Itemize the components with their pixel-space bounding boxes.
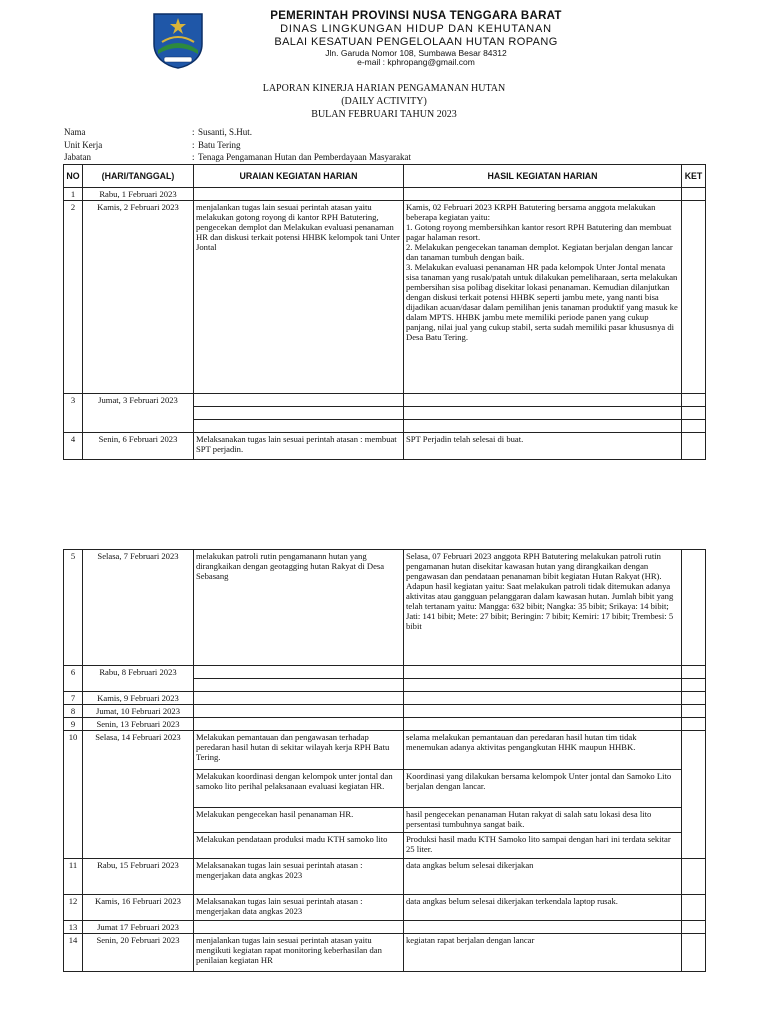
row-date: Jumat 17 Februari 2023 <box>83 921 194 934</box>
table-row <box>64 666 706 679</box>
row-result: data angkas belum selesai dikerjakan <box>404 859 682 895</box>
table-row <box>64 550 706 666</box>
header-result: HASIL KEGIATAN HARIAN <box>404 165 682 188</box>
row-no: 2 <box>64 201 83 394</box>
row-note <box>682 731 706 859</box>
row-result: SPT Perjadin telah selesai di buat. <box>404 433 682 460</box>
identity-row-unit: Unit Kerja : Batu Tering <box>64 139 241 150</box>
row-result <box>404 666 682 679</box>
row-result: Koordinasi yang dilakukan bersama kelompok Unter jontal dan Samoko Lito berjalan dengan lancar. <box>404 770 682 808</box>
letterhead-address: Jln. Garuda Nomor 108, Sumbawa Besar 84312 <box>325 47 507 58</box>
report-title-line3: BULAN FEBRUARI TAHUN 2023 <box>311 109 457 120</box>
identity-row-position: Jabatan : Tenaga Pengamanan Hutan dan Pemberdayaan Masyarakat <box>64 152 412 163</box>
letterhead-office: BALAI KESATUAN PENGELOLAAN HUTAN ROPANG <box>274 35 558 48</box>
row-date: Senin, 6 Februari 2023 <box>83 433 194 460</box>
row-activity: menjalankan tugas lain sesuai perintah atasan yaitu mengikuti kegiatan rapat monitoring keberhasilan dan penilaian kegiatan HR <box>194 934 404 972</box>
row-result <box>404 394 682 407</box>
header-no: NO <box>64 165 83 188</box>
row-activity: Melaksanakan tugas lain sesuai perintah atasan : mengerjakan data angkas 2023 <box>194 859 404 895</box>
row-no: 5 <box>64 550 83 666</box>
table-row <box>64 895 706 921</box>
identity-block <box>64 126 411 164</box>
header-date: (HARI/TANGGAL) <box>83 165 194 188</box>
row-date: Selasa, 7 Februari 2023 <box>83 550 194 666</box>
row-note <box>682 188 706 201</box>
letterhead-government: PEMERINTAH PROVINSI NUSA TENGGARA BARAT <box>270 10 562 22</box>
row-note <box>682 666 706 679</box>
identity-value: Susanti, S.Hut. <box>198 127 253 137</box>
report-title-line2: (DAILY ACTIVITY) <box>341 96 427 107</box>
table-row <box>64 859 706 895</box>
report-title <box>0 82 768 121</box>
table-row <box>64 201 706 394</box>
row-activity: menjalankan tugas lain sesuai perintah atasan yaitu melakukan gotong royong di kantor RPH Batutering, pengecekan demplot dan Melakukan evaluasi penanaman HR dan diskusi terkait potensi HHBK kelompok tani Unter Jontal <box>194 201 404 394</box>
row-result: Selasa, 07 Februari 2023 anggota RPH Batutering melakukan patroli rutin pengamanan hutan disekitar kawasan hutan yang dirangkaikan dengan pengawasan dan pendataan penanaman bibit kegiatan Hutan Rakyat (HR). Adapun hasil kegiatan yaitu: Saat melakukan patroli tidak ditemukan adanya aktivitas atau gangguan pelanggaran dalam kawasan hutan. Jumlah bibit yang telah tertanam yaitu: Mangga: 632 bibit; Nangka: 35 bibit; Srikaya: 14 bibit; Jati: 141 bibit; Mete: 27 bibit; Beringin: 7 bibit; Kemiri: 17 bibit; Trembesi: 5 bibit <box>404 550 682 666</box>
row-date: Jumat, 3 Februari 2023 <box>83 394 194 433</box>
letterhead-agency: DINAS LINGKUNGAN HIDUP DAN KEHUTANAN <box>280 23 552 36</box>
row-no: 13 <box>64 921 83 934</box>
header-note: KET <box>682 165 706 188</box>
header-activity: URAIAN KEGIATAN HARIAN <box>194 165 404 188</box>
row-date: Rabu, 1 Februari 2023 <box>83 188 194 201</box>
row-activity <box>194 188 404 201</box>
row-no: 6 <box>64 666 83 692</box>
row-result <box>404 188 682 201</box>
row-no: 3 <box>64 394 83 433</box>
identity-value: Batu Tering <box>198 139 241 150</box>
activity-table-page1 <box>63 164 706 460</box>
province-emblem <box>150 10 206 70</box>
row-no: 1 <box>64 188 83 201</box>
row-activity: Melakukan pendataan produksi madu KTH samoko lito <box>194 833 404 859</box>
table-row <box>64 692 706 705</box>
row-result: hasil pengecekan penanaman Hutan rakyat di salah satu lokasi desa lito persentasi tumbuhnya sangat baik. <box>404 808 682 833</box>
row-note <box>682 934 706 972</box>
row-no: 4 <box>64 433 83 460</box>
row-date: Rabu, 8 Februari 2023 <box>83 666 194 692</box>
row-note <box>682 895 706 921</box>
row-no: 7 <box>64 692 83 705</box>
identity-label: Jabatan <box>64 152 91 163</box>
report-title-line1: LAPORAN KINERJA HARIAN PENGAMANAN HUTAN <box>262 83 506 94</box>
row-result: data angkas belum selesai dikerjakan terkendala laptop rusak. <box>404 895 682 921</box>
identity-label: Unit Kerja <box>64 139 103 150</box>
table-row <box>64 718 706 731</box>
letterhead-email: e-mail : kphropang@gmail.com <box>357 57 475 68</box>
row-note <box>682 859 706 895</box>
table-row <box>64 934 706 972</box>
row-no: 12 <box>64 895 83 921</box>
row-no: 14 <box>64 934 83 972</box>
table-row <box>64 188 706 201</box>
row-no: 10 <box>64 731 83 859</box>
row-activity: Melakukan pemantauan dan pengawasan terhadap peredaran hasil hutan di sekitar wilayah kerja RPH Batu Tering. <box>194 731 404 770</box>
row-date: Kamis, 2 Februari 2023 <box>83 201 194 394</box>
identity-label: Nama <box>64 127 86 137</box>
row-result: Produksi hasil madu KTH Samoko lito sampai dengan hari ini terdata sekitar 25 liter. <box>404 833 682 859</box>
row-date: Kamis, 16 Februari 2023 <box>83 895 194 921</box>
row-date: Senin, 20 Februari 2023 <box>83 934 194 972</box>
row-note <box>682 201 706 394</box>
row-activity <box>194 666 404 679</box>
table-row <box>64 705 706 718</box>
row-date: Senin, 13 Februari 2023 <box>83 718 194 731</box>
row-activity: Melaksanakan tugas lain sesuai perintah atasan : mengerjakan data angkas 2023 <box>194 895 404 921</box>
row-note <box>682 394 706 407</box>
row-no: 11 <box>64 859 83 895</box>
row-date: Kamis, 9 Februari 2023 <box>83 692 194 705</box>
row-note <box>682 433 706 460</box>
identity-row-name: Nama : Susanti, S.Hut. <box>64 127 253 137</box>
row-result: Kamis, 02 Februari 2023 KRPH Batutering bersama anggota melakukan beberapa kegiatan yaitu: 1. Gotong royong membersihkan kantor resort RPH Batutering dan membuat pagar halaman resort. 2. Melakukan pengecekan tanaman demplot. Kegiatan berjalan dengan lancar dan tanaman tumbuh dengan baik. 3. Melakukan evaluasi penanaman HR pada kelompok Unter Jontal menata sisa tanaman yang rusak/patah untuk dilakukan pemeliharaan, serta melakukan pembersihan sisa polibag disekitar lokasi penanaman. Kemudian dilanjutkan dengan diskusi terkait potensi HHBK seperti jambu mete, yang nanti bisa dijadikan acuan/dasar dalam pemilihan jenis tanaman produktif yang masuk ke dalam MPTS. HHBK jambu mete memiliki periode panen yang cukup panjang, nilai jual yang cukup stabil, serta sudah memiliki pasar khususnya di Desa Batu Tering. <box>404 201 682 394</box>
row-no: 8 <box>64 705 83 718</box>
activity-table-page2 <box>63 549 706 972</box>
row-result: kegiatan rapat berjalan dengan lancar <box>404 934 682 972</box>
table-row <box>64 731 706 770</box>
row-activity: Melakukan koordinasi dengan kelompok unter jontal dan samoko lito perihal pelaksanaan evaluasi kegiatan HR. <box>194 770 404 808</box>
row-date: Jumat, 10 Februari 2023 <box>83 705 194 718</box>
table-row <box>64 921 706 934</box>
identity-value: Tenaga Pengamanan Hutan dan Pemberdayaan Masyarakat <box>198 152 412 163</box>
row-activity: Melaksanakan tugas lain sesuai perintah atasan : membuat SPT perjadin. <box>194 433 404 460</box>
row-activity <box>194 394 404 407</box>
letterhead <box>216 10 616 68</box>
row-date: Rabu, 15 Februari 2023 <box>83 859 194 895</box>
row-activity: melakukan patroli rutin pengamanann hutan yang dirangkaikan dengan geotagging hutan Rakyat di Desa Sebasang <box>194 550 404 666</box>
table-row <box>64 433 706 460</box>
row-date: Selasa, 14 Februari 2023 <box>83 731 194 859</box>
row-no: 9 <box>64 718 83 731</box>
row-result: selama melakukan pemantauan dan peredaran hasil hutan tim tidak menemukan adanya aktivitas pengangkutan HHK maupun HHBK. <box>404 731 682 770</box>
row-note <box>682 550 706 666</box>
row-activity: Melakukan pengecekan hasil penanaman HR. <box>194 808 404 833</box>
table-row <box>64 394 706 407</box>
